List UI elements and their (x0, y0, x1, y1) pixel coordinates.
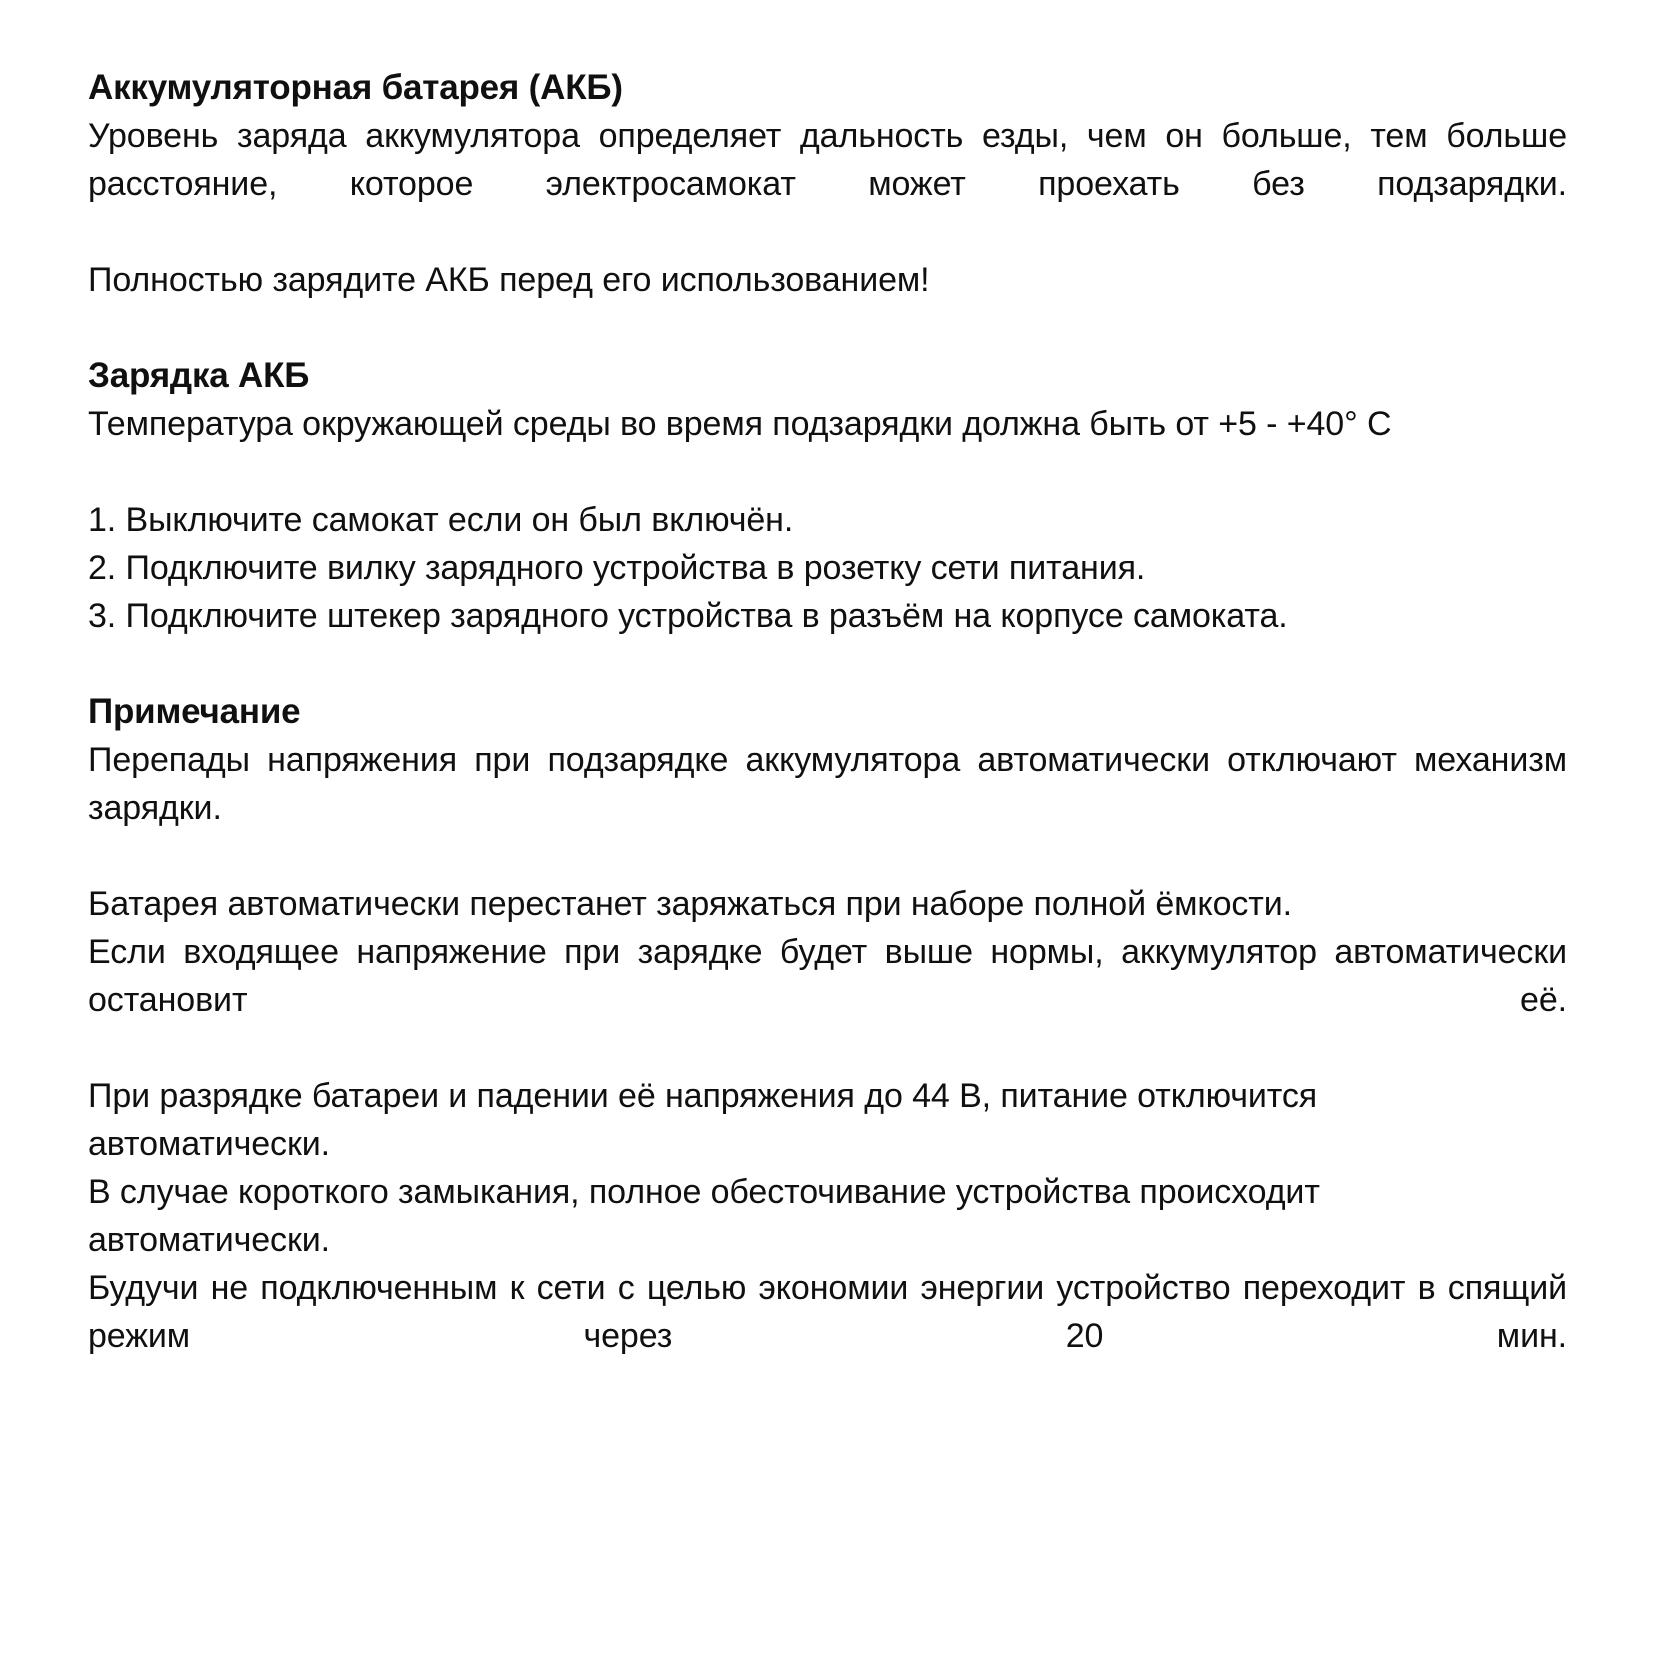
section-spacer (88, 640, 1567, 688)
section-charging (88, 352, 1567, 640)
section-heading-battery: Аккумуляторная батарея (АКБ) (88, 68, 623, 107)
section-spacer (88, 304, 1567, 352)
paragraph-note-5: В случае короткого замыкания, полное обесточивание устройства происходит автоматически. (88, 1173, 1320, 1259)
charging-steps-list (88, 496, 1567, 640)
list-item: 2. Подключите вилку зарядного устройства в розетку сети питания. (88, 549, 1146, 587)
section-note (88, 688, 1567, 1408)
section-battery (88, 64, 1567, 304)
section-heading-note: Примечание (88, 692, 301, 731)
steps-spacer (88, 448, 1567, 496)
paragraph-battery-intro: Уровень заряда аккумулятора определяет дальность езды, чем он больше, тем больше расстояние, которое электросамокат может проехать без подзарядки. (88, 117, 1567, 203)
paragraph-battery-charge-first: Полностью зарядите АКБ перед его использованием! (88, 261, 930, 299)
list-item: 1. Выключите самокат если он был включён. (88, 501, 794, 539)
paragraph-note-6: Будучи не подключенным к сети с целью экономии энергии устройство переходит в спящий режим через 20 мин. (88, 1269, 1567, 1355)
list-item: 3. Подключите штекер зарядного устройства в разъём на корпусе самоката. (88, 597, 1288, 635)
paragraph-note-4: При разрядке батареи и падении её напряжения до 44 В, питание отключится автоматически. (88, 1077, 1318, 1163)
document-body (88, 64, 1567, 1408)
section-heading-charging: Зарядка АКБ (88, 356, 310, 395)
paragraph-note-2: Батарея автоматически перестанет заряжаться при наборе полной ёмкости. (88, 885, 1293, 923)
paragraph-note-3: Если входящее напряжение при зарядке будет выше нормы, аккумулятор автоматически остановит её. (88, 933, 1567, 1019)
paragraph-note-1: Перепады напряжения при подзарядке аккумулятора автоматически отключают механизм зарядки. (88, 741, 1567, 827)
paragraph-charging-temperature: Температура окружающей среды во время подзарядки должна быть от +5 - +40° С (88, 405, 1392, 443)
